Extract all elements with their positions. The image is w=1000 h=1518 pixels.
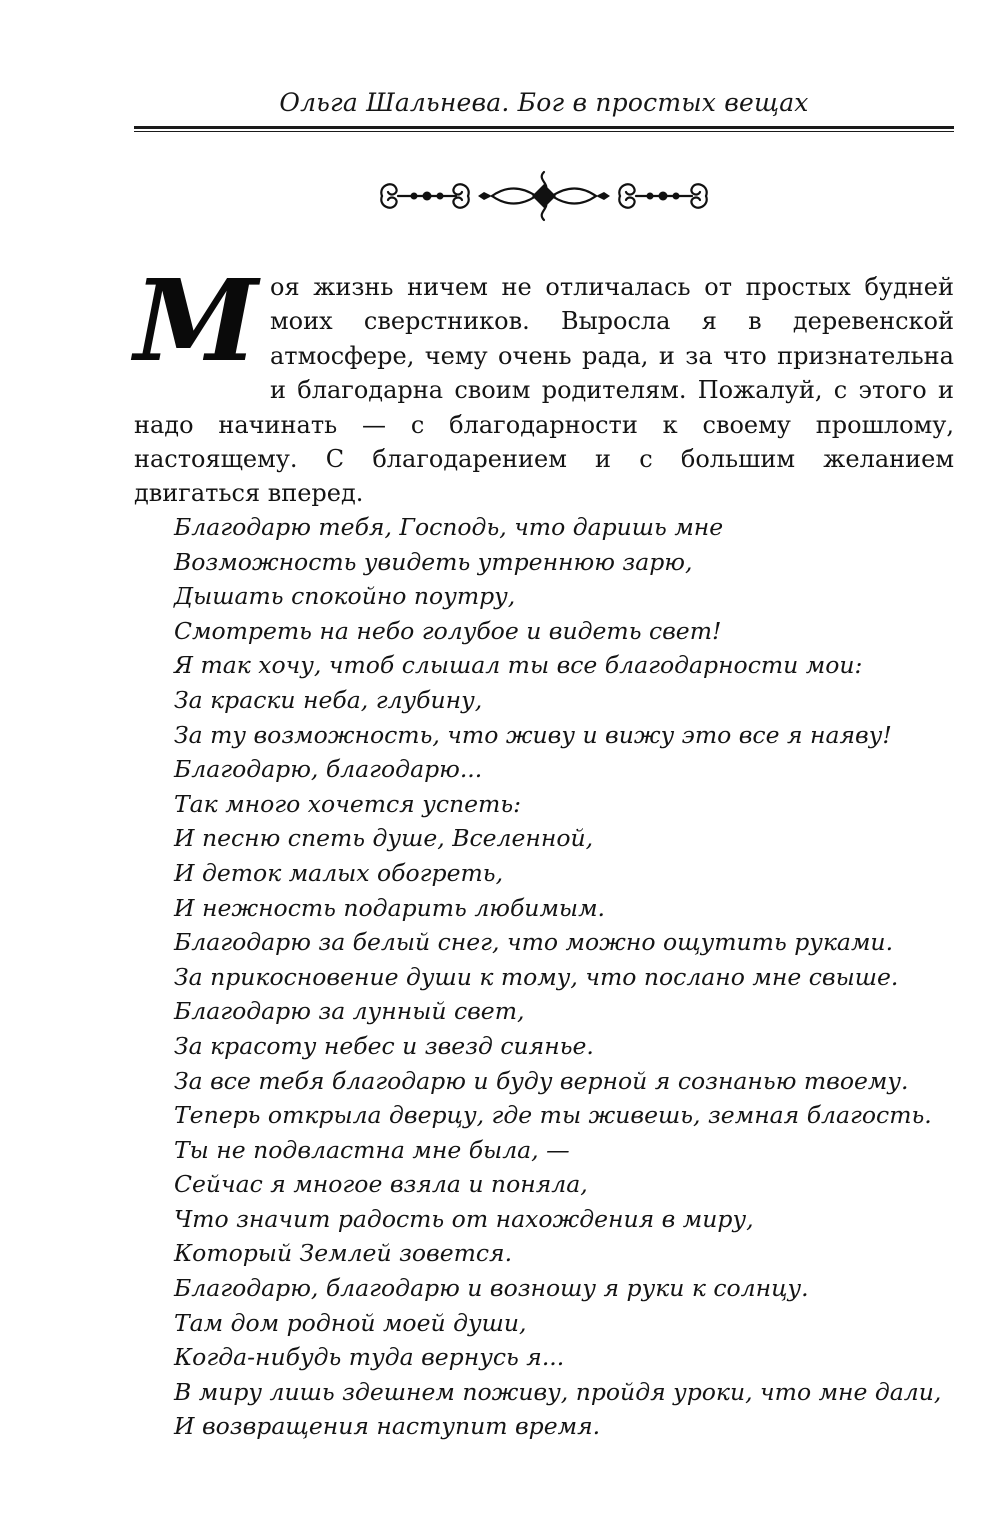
header-rule-thin	[134, 131, 954, 132]
poem-line: Ты не подвластна мне была, —	[174, 1135, 570, 1164]
poem-line: Благодарю тебя, Господь, что даришь мне	[174, 513, 724, 541]
poem-line: Там дом родной моей души,	[174, 1308, 527, 1337]
poem-line: Благодарю за белый снег, что можно ощутить руками.	[174, 928, 894, 957]
poem-line: Который Землей зовется.	[174, 1239, 513, 1268]
poem-line: И нежность подарить любимым.	[174, 893, 606, 922]
intro-paragraph-text: оя жизнь ничем не отличалась от простых будней моих сверстников. Выросла я в деревенской атмосфере, чему очень рада, и за что признательна и благодарна своим родителям. Пожалуй, с этого и надо начинать — с благодарности к своему прошлому, настоящему. С благодарением и с большим желанием двигаться вперед.	[134, 273, 954, 508]
poem-line: Дышать спокойно поутру,	[174, 582, 516, 611]
intro-paragraph	[134, 256, 954, 511]
poem-line: Смотреть на небо голубое и видеть свет!	[174, 616, 722, 645]
poem-line: Сейчас я многое взяла и поняла,	[174, 1170, 588, 1199]
decorative-flourish-icon	[374, 166, 714, 226]
poem-line: Благодарю за лунный свет,	[174, 997, 525, 1026]
poem-line: Теперь открыла дверцу, где ты живешь, земная благость.	[174, 1101, 932, 1130]
drop-cap: М	[134, 256, 252, 387]
poem-line: И песню спеть душе, Вселенной,	[174, 824, 594, 853]
poem-line: За все тебя благодарю и буду верной я сознанью твоему.	[174, 1066, 909, 1095]
poem	[174, 510, 954, 1444]
poem-line: За прикосновение души к тому, что послано мне свыше.	[174, 962, 899, 991]
poem-line: За краски неба, глубину,	[174, 685, 483, 714]
poem-line: Так много хочется успеть:	[174, 789, 522, 818]
poem-line: И возвращения наступит время.	[174, 1412, 601, 1441]
running-header-title: Ольга Шальнева. Бог в простых вещах	[279, 88, 809, 117]
poem-line: В миру лишь здешнем поживу, пройдя уроки, что мне дали,	[174, 1377, 942, 1406]
poem-line: Возможность увидеть утреннюю зарю,	[174, 547, 693, 576]
poem-line: За ту возможность, что живу и вижу это все я наяву!	[174, 720, 892, 749]
poem-line: Когда-нибудь туда вернусь я...	[174, 1343, 565, 1372]
poem-line: За красоту небес и звезд сиянье.	[174, 1031, 594, 1060]
poem-line: Что значит радость от нахождения в миру,	[174, 1204, 754, 1233]
poem-line: Благодарю, благодарю и возношу я руки к солнцу.	[174, 1274, 809, 1303]
header-rule	[134, 126, 954, 129]
poem-line: Благодарю, благодарю...	[174, 755, 483, 784]
poem-line: Я так хочу, чтоб слышал ты все благодарности мои:	[174, 651, 863, 680]
poem-line: И деток малых обогреть,	[174, 858, 504, 887]
